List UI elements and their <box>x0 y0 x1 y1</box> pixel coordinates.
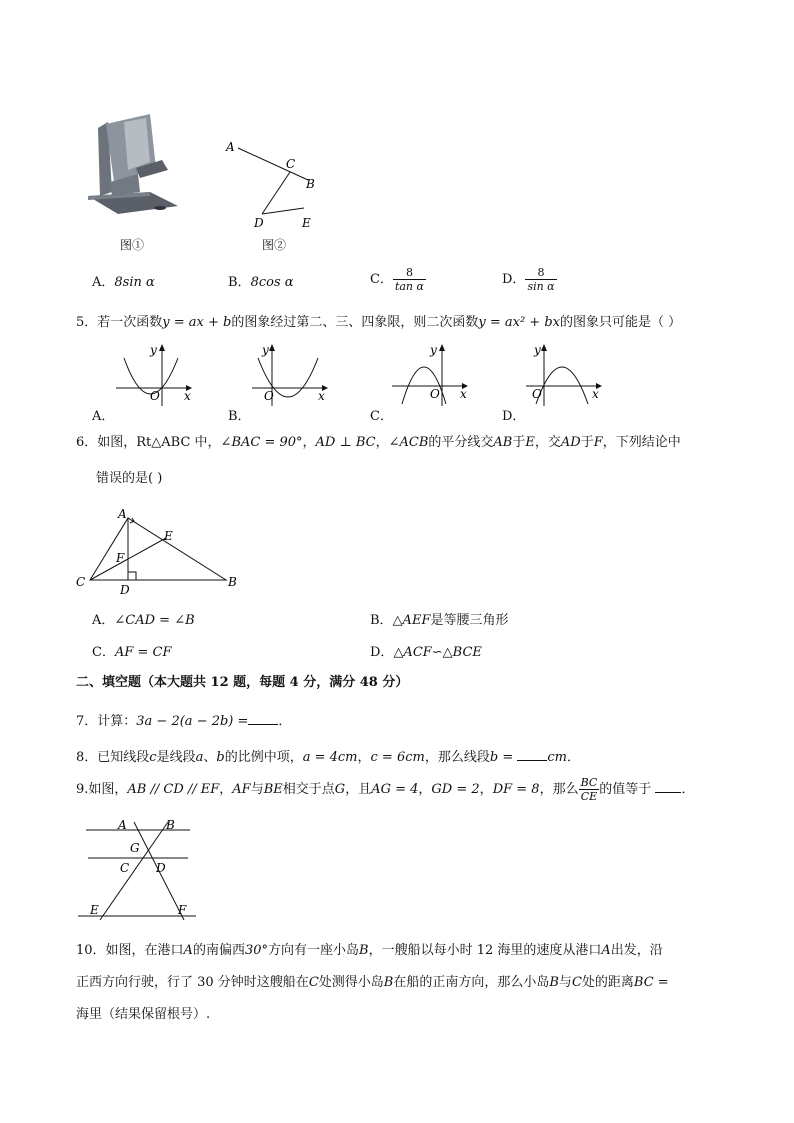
svg-text:C: C <box>76 575 86 589</box>
q8-question: 8．已知线段c是线段a、b的比例中项，a = 4cm，c = 6cm，那么线段b = cm． <box>76 750 580 765</box>
svg-text:x: x <box>460 387 467 401</box>
svg-text:y: y <box>150 343 157 357</box>
figure2-caption: 图② <box>262 238 287 252</box>
label-B: B <box>306 177 315 191</box>
svg-text:y: y <box>430 343 437 357</box>
q6-question-line2: 错误的是( ) <box>96 471 163 486</box>
svg-text:A: A <box>118 818 127 832</box>
svg-text:A: A <box>118 507 127 521</box>
svg-text:y: y <box>262 343 269 357</box>
svg-text:x: x <box>592 387 599 401</box>
q7-question: 7．计算：3a − 2(a − 2b) = ． <box>76 714 292 729</box>
svg-text:B: B <box>166 818 175 832</box>
svg-text:F: F <box>116 551 125 565</box>
svg-text:O: O <box>264 389 274 403</box>
q5-graph-a[interactable] <box>112 340 196 410</box>
q5-option-b-label[interactable]: B． <box>228 409 251 424</box>
q5-question: 5．若一次函数y = ax + b的图象经过第二、三、四象限，则二次函数y = ax² + bx的图象只可能是（ ） <box>76 315 682 330</box>
q8-answer-blank[interactable] <box>517 748 547 761</box>
q4-option-b[interactable]: B．8cos α <box>228 275 294 290</box>
q5-option-d-label[interactable]: D． <box>502 409 526 424</box>
q9-answer-blank[interactable] <box>655 780 681 793</box>
q7-answer-blank[interactable] <box>248 712 278 725</box>
q6-option-c[interactable]: C．AF = CF <box>92 645 172 660</box>
section2-heading: 二、填空题（本大题共 12 题，每题 4 分，满分 48 分） <box>76 675 409 690</box>
q9-question: 9.如图，AB // CD // EF，AF与BE相交于点G，且AG = 4，GD = 2，DF = 8，那么 $\frac{BC}{CE}$ 的值等于 ． <box>76 776 695 803</box>
svg-text:O: O <box>150 389 160 403</box>
label-C: C <box>286 157 296 171</box>
q5-graph-b[interactable] <box>248 340 332 410</box>
svg-text:x: x <box>184 389 191 403</box>
label-E: E <box>302 216 311 230</box>
svg-text:O: O <box>430 387 440 401</box>
label-A: A <box>226 140 235 154</box>
q4-option-c[interactable]: C． $\frac{8}{\text{tan α}}$ <box>370 266 424 293</box>
svg-text:C: C <box>120 861 130 875</box>
q4-option-a[interactable]: A．8sin α <box>92 275 155 290</box>
svg-text:E: E <box>90 903 99 917</box>
svg-text:x: x <box>318 389 325 403</box>
svg-text:D: D <box>120 583 130 597</box>
svg-text:F: F <box>178 903 187 917</box>
q6-triangle-diagram <box>72 506 242 598</box>
figure1-caption: 图① <box>120 238 145 252</box>
phone-stand-image <box>80 108 180 218</box>
q5-graph-d[interactable] <box>522 340 606 410</box>
q10-question-line2: 正西方向行驶，行了 30 分钟时这艘船在C处测得小岛B在船的正南方向，那么小岛B与C处的距离BC = <box>76 975 669 990</box>
svg-text:D: D <box>156 861 166 875</box>
q6-question-line1: 6．如图，Rt△ABC 中，∠BAC = 90°，AD ⊥ BC，∠ACB的平分线交AB于E，交AD于F，下列结论中 <box>76 435 681 450</box>
svg-text:G: G <box>130 841 140 855</box>
svg-text:O: O <box>532 387 542 401</box>
svg-text:B: B <box>228 575 237 589</box>
label-D: D <box>254 216 264 230</box>
q9-parallel-lines-diagram <box>76 816 200 922</box>
q5-option-c-label[interactable]: C． <box>370 409 393 424</box>
q5-option-a-label[interactable]: A． <box>92 409 115 424</box>
q6-option-b[interactable]: B．△AEF是等腰三角形 <box>370 613 509 628</box>
q4-option-d[interactable]: D． $\frac{8}{\text{sin α}}$ <box>502 266 555 293</box>
q10-question-line3: 海里（结果保留根号）. <box>76 1007 211 1022</box>
q6-option-d[interactable]: D．△ACF∽△BCE <box>370 645 482 660</box>
svg-text:y: y <box>534 343 541 357</box>
q5-graph-c[interactable] <box>388 340 472 410</box>
svg-text:E: E <box>164 529 173 543</box>
q6-option-a[interactable]: A．∠CAD = ∠B <box>92 613 195 628</box>
q10-question-line1: 10．如图，在港口A的南偏西30°方向有一座小岛B，一艘船以每小时 12 海里的速度从港口A出发，沿 <box>76 943 663 958</box>
figure2-diagram <box>222 136 322 232</box>
